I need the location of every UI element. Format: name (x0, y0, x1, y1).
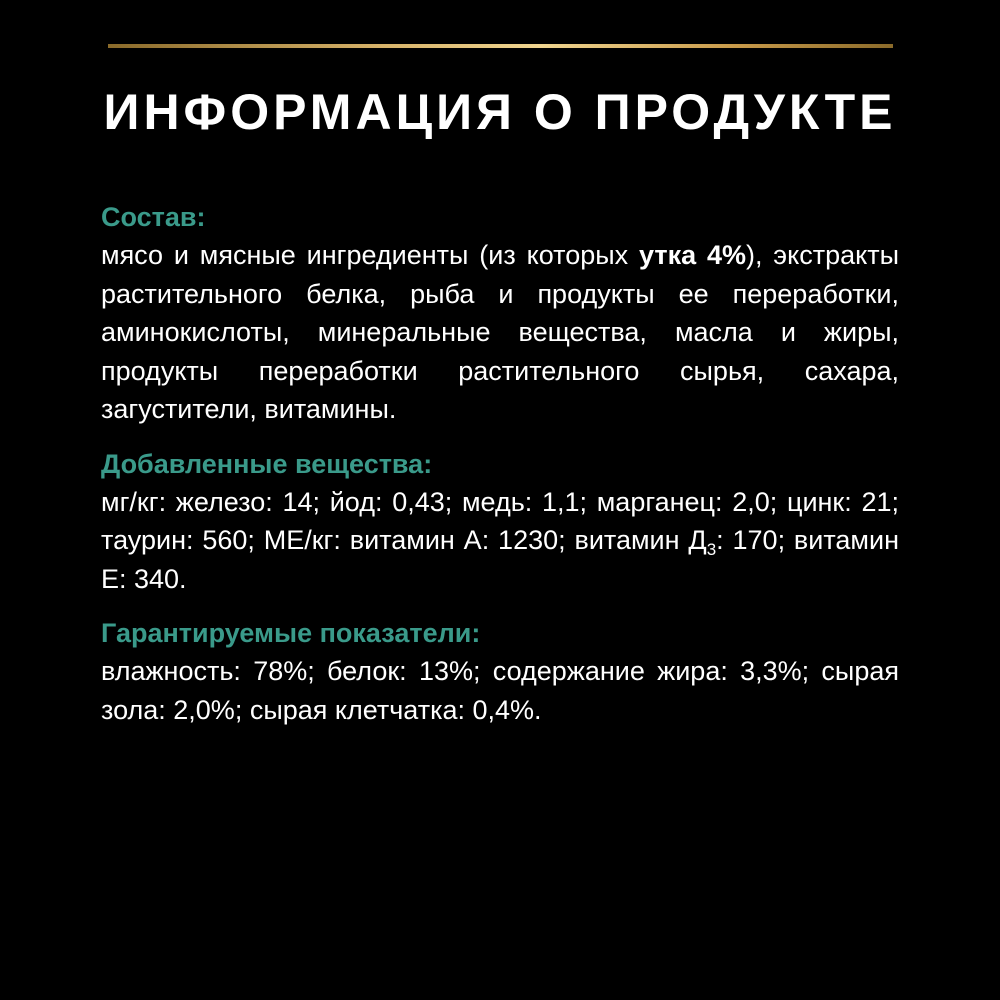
additives-section (101, 445, 899, 599)
additives-text (101, 483, 899, 599)
product-info-content (101, 198, 899, 745)
guaranteed-text: влажность: 78%; белок: 13%; содержание жира: 3,3%; сырая зола: 2,0%; сырая клетчатка: 0,4%. (101, 656, 899, 725)
guaranteed-section (101, 614, 899, 729)
composition-text-start: мясо и мясные ингредиенты (из которых (101, 240, 639, 270)
composition-highlight: утка 4% (639, 240, 746, 270)
gold-divider (108, 44, 893, 48)
additives-text-end: : 170; витамин Е: 340. (101, 525, 899, 594)
additives-text-start: мг/кг: железо: 14; йод: 0,43; медь: 1,1; марганец: 2,0; цинк: 21; таурин: 560; МЕ/кг: витамин А: 1230; витамин Д (101, 486, 899, 555)
composition-text (101, 236, 899, 429)
guaranteed-heading: Гарантируемые показатели: (101, 618, 481, 648)
vitamin-d-subscript: 3 (706, 540, 717, 559)
composition-section (101, 198, 899, 429)
composition-text-end: ), экстракты растительного белка, рыба и продукты ее переработки, аминокислоты, минеральные вещества, масла и жиры, продукты переработки растительного сырья, сахара, загустители, витамины. (101, 240, 899, 424)
additives-heading: Добавленные вещества: (101, 448, 433, 479)
composition-heading: Состав: (101, 202, 206, 232)
page-title: ИНФОРМАЦИЯ О ПРОДУКТЕ (103, 84, 897, 140)
